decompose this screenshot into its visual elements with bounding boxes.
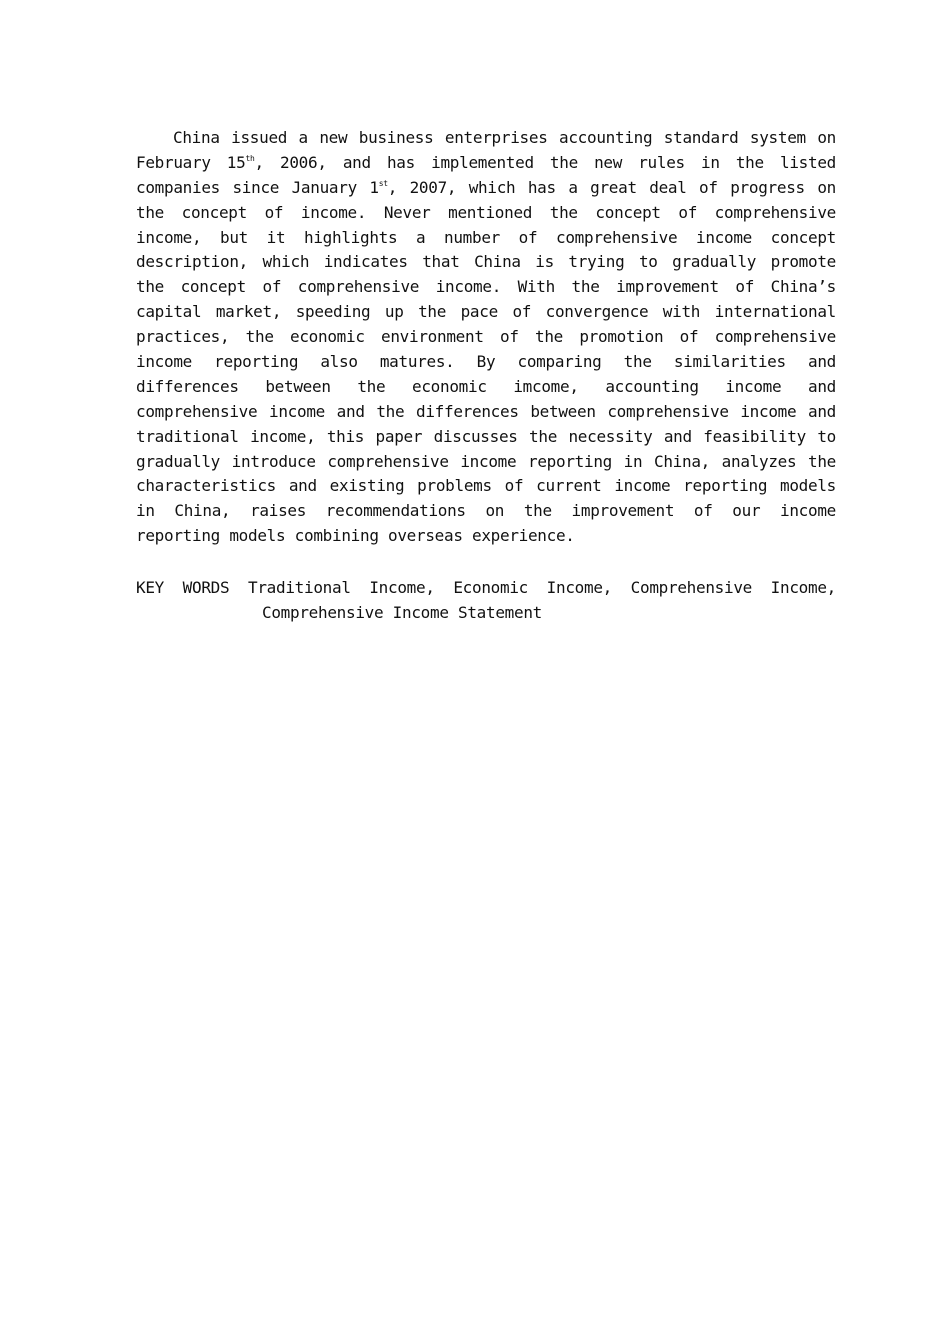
- abstract-line: income, but it highlights a number of comprehensive income concept: [136, 227, 836, 247]
- abstract-line: characteristics and existing problems of current income reporting models: [136, 476, 836, 496]
- keywords-line-continued: Comprehensive Income Statement: [262, 603, 542, 622]
- abstract-text: companies since January 1: [136, 177, 379, 197]
- superscript: st: [378, 178, 388, 188]
- abstract-text: , 2006, and has implemented the new rules in the listed: [254, 152, 836, 172]
- abstract-line: capital market, speeding up the pace of convergence with international: [136, 302, 836, 322]
- abstract-line: gradually introduce comprehensive income reporting in China, analyzes the: [136, 451, 836, 471]
- abstract-line: income reporting also matures. By comparing the similarities and: [136, 352, 836, 372]
- superscript: th: [245, 153, 255, 163]
- abstract-line: the concept of comprehensive income. With the improvement of China’s: [136, 277, 836, 297]
- keywords-block: [136, 575, 836, 625]
- abstract-line: in China, raises recommendations on the improvement of our income: [136, 501, 836, 521]
- abstract-line: differences between the economic imcome, accounting income and: [136, 376, 836, 396]
- abstract-text: China issued a new business enterprises accounting standard system on: [173, 128, 836, 147]
- abstract-line: reporting models combining overseas experience.: [136, 526, 575, 546]
- keywords-list: Traditional Income, Economic Income, Comprehensive Income,: [248, 578, 836, 597]
- abstract-text: , 2007, which has a great deal of progress on: [387, 177, 836, 197]
- keywords-line: [136, 575, 836, 600]
- abstract-line: comprehensive income and the differences between comprehensive income and: [136, 401, 836, 421]
- abstract-line: the concept of income. Never mentioned the concept of comprehensive: [136, 202, 836, 222]
- abstract-line: [136, 151, 836, 176]
- keywords-label: KEY WORDS: [136, 578, 230, 597]
- abstract-line: [136, 176, 836, 201]
- abstract-line: practices, the economic environment of the promotion of comprehensive: [136, 327, 836, 347]
- abstract-line: traditional income, this paper discusses the necessity and feasibility to: [136, 426, 836, 446]
- abstract-line: [136, 126, 836, 151]
- abstract-text: February 15: [136, 152, 246, 172]
- abstract-paragraph: [136, 126, 836, 549]
- abstract-line: description, which indicates that China is trying to gradually promote: [136, 252, 836, 272]
